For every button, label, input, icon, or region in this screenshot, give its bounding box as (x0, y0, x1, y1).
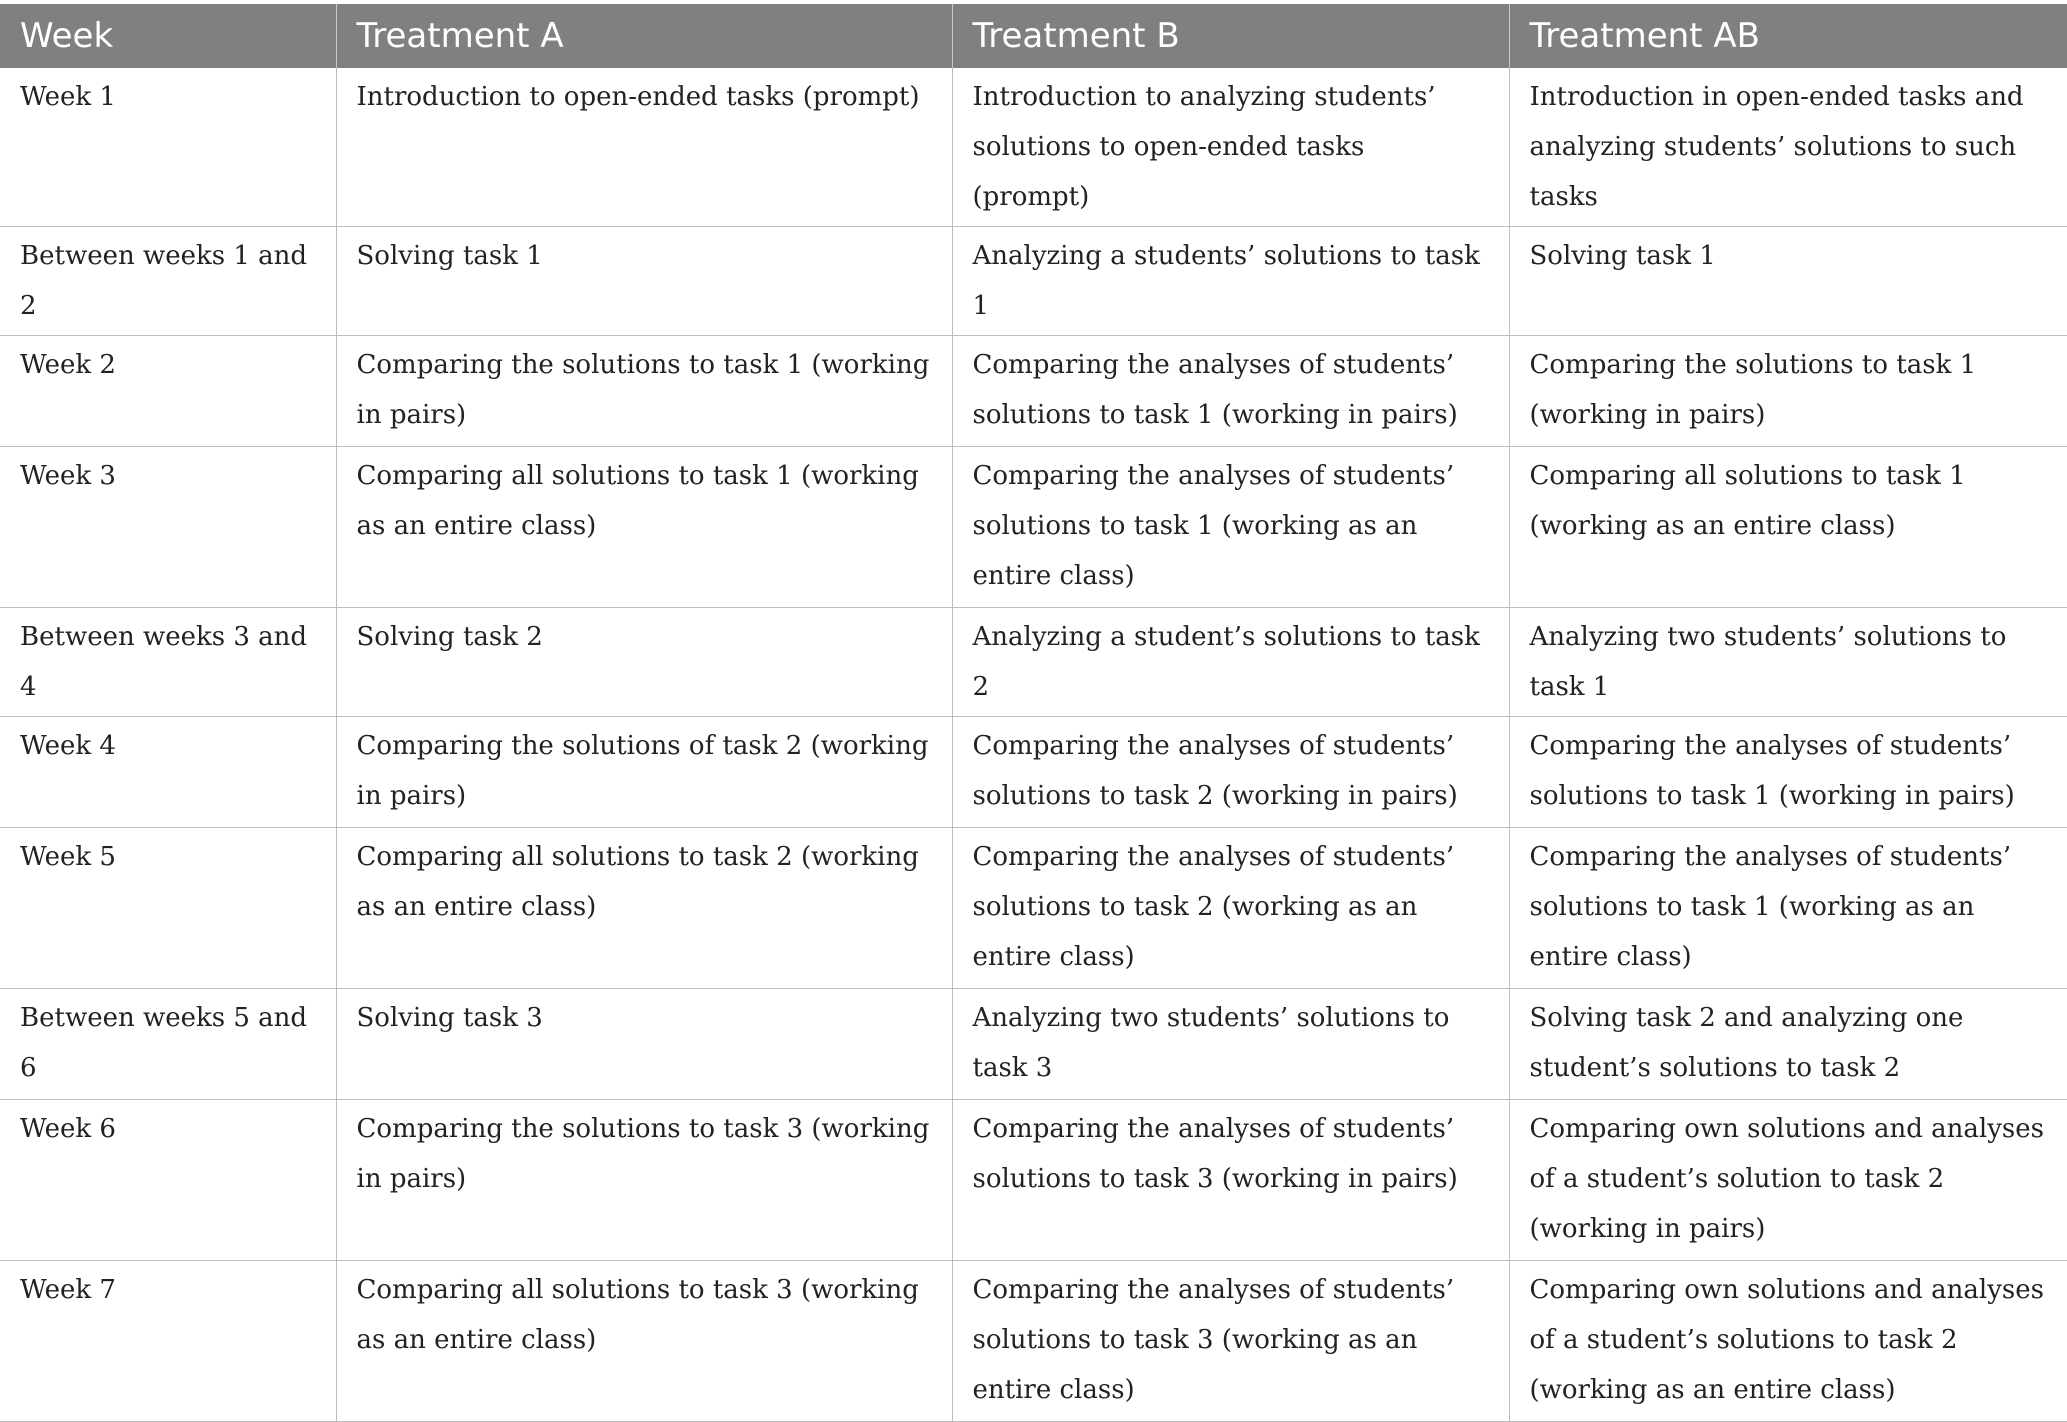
header-treatment-b: Treatment B (952, 4, 1509, 68)
cell-week: Between weeks 3 and 4 (0, 608, 336, 717)
cell-week: Week 4 (0, 717, 336, 828)
cell-treatment-a: Comparing the solutions to task 3 (working in pairs) (336, 1100, 952, 1261)
table-row (0, 828, 2067, 989)
table-row (0, 608, 2067, 717)
cell-treatment-ab: Comparing the analyses of students’ solutions to task 1 (working as an entire class) (1509, 828, 2067, 989)
table-row (0, 227, 2067, 336)
cell-treatment-ab: Comparing the analyses of students’ solutions to task 1 (working in pairs) (1509, 717, 2067, 828)
cell-week: Week 3 (0, 447, 336, 608)
cell-treatment-b: Analyzing two students’ solutions to task 3 (952, 989, 1509, 1100)
cell-treatment-b: Comparing the analyses of students’ solutions to task 3 (working as an entire class) (952, 1261, 1509, 1422)
cell-treatment-b: Comparing the analyses of students’ solutions to task 3 (working in pairs) (952, 1100, 1509, 1261)
header-treatment-ab: Treatment AB (1509, 4, 2067, 68)
cell-treatment-a: Solving task 1 (336, 227, 952, 336)
cell-treatment-ab: Solving task 1 (1509, 227, 2067, 336)
cell-week: Week 5 (0, 828, 336, 989)
cell-treatment-a: Comparing all solutions to task 1 (working as an entire class) (336, 447, 952, 608)
header-week: Week (0, 4, 336, 68)
cell-treatment-b: Comparing the analyses of students’ solutions to task 1 (working in pairs) (952, 336, 1509, 447)
table-row (0, 336, 2067, 447)
cell-treatment-b: Comparing the analyses of students’ solutions to task 2 (working as an entire class) (952, 828, 1509, 989)
cell-treatment-a: Comparing all solutions to task 3 (working as an entire class) (336, 1261, 952, 1422)
cell-treatment-a: Solving task 2 (336, 608, 952, 717)
cell-treatment-b: Comparing the analyses of students’ solutions to task 1 (working as an entire class) (952, 447, 1509, 608)
cell-treatment-a: Comparing all solutions to task 2 (working as an entire class) (336, 828, 952, 989)
cell-treatment-b: Introduction to analyzing students’ solutions to open-ended tasks (prompt) (952, 68, 1509, 227)
cell-week: Week 1 (0, 68, 336, 227)
table-row (0, 1261, 2067, 1422)
cell-treatment-b: Analyzing a student’s solutions to task 2 (952, 608, 1509, 717)
cell-treatment-ab: Solving task 2 and analyzing one student’s solutions to task 2 (1509, 989, 2067, 1100)
cell-treatment-a: Solving task 3 (336, 989, 952, 1100)
cell-week: Between weeks 5 and 6 (0, 989, 336, 1100)
cell-treatment-b: Comparing the analyses of students’ solutions to task 2 (working in pairs) (952, 717, 1509, 828)
cell-treatment-a: Comparing the solutions of task 2 (working in pairs) (336, 717, 952, 828)
cell-treatment-ab: Comparing own solutions and analyses of a student’s solution to task 2 (working in pairs) (1509, 1100, 2067, 1261)
cell-treatment-ab: Introduction in open-ended tasks and analyzing students’ solutions to such tasks (1509, 68, 2067, 227)
table-row (0, 68, 2067, 227)
cell-week: Between weeks 1 and 2 (0, 227, 336, 336)
table-row (0, 1100, 2067, 1261)
cell-treatment-ab: Comparing the solutions to task 1 (working in pairs) (1509, 336, 2067, 447)
table-row (0, 447, 2067, 608)
cell-week: Week 7 (0, 1261, 336, 1422)
cell-treatment-ab: Comparing all solutions to task 1 (working as an entire class) (1509, 447, 2067, 608)
table-row (0, 717, 2067, 828)
cell-treatment-ab: Analyzing two students’ solutions to task 1 (1509, 608, 2067, 717)
table-header-row (0, 4, 2067, 68)
header-treatment-a: Treatment A (336, 4, 952, 68)
cell-treatment-a: Introduction to open-ended tasks (prompt) (336, 68, 952, 227)
cell-treatment-b: Analyzing a students’ solutions to task 1 (952, 227, 1509, 336)
schedule-table (0, 4, 2067, 1422)
table-row (0, 989, 2067, 1100)
schedule-table-container (0, 4, 2067, 1422)
cell-week: Week 2 (0, 336, 336, 447)
cell-week: Week 6 (0, 1100, 336, 1261)
cell-treatment-ab: Comparing own solutions and analyses of a student’s solutions to task 2 (working as an entire class) (1509, 1261, 2067, 1422)
cell-treatment-a: Comparing the solutions to task 1 (working in pairs) (336, 336, 952, 447)
